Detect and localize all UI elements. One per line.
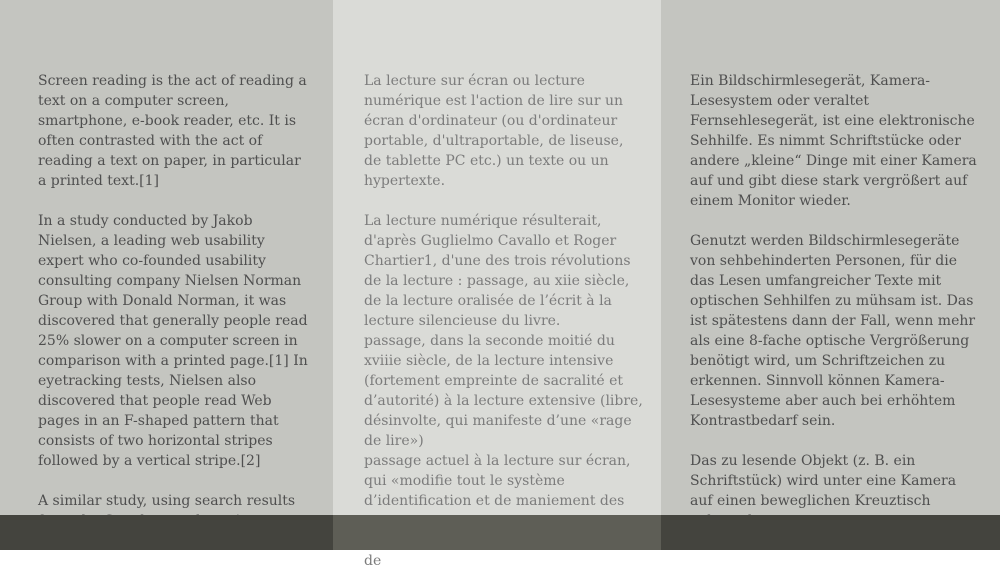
paragraph: A similar study, using search results [38,493,296,509]
bottom-bar-french [333,515,661,550]
paragraph: Das zu lesende Objekt (z. B. ein Schriftstück) wird unter eine Kamera auf einen beweglichen Kreuztisch [690,453,957,509]
paragraph: La lecture sur écran ou lecture numérique est l'action de lire sur un écran d'ordinateur (ou d'ordinateur portable, d'ultraportable, de liseuse, de tablette PC etc.) un texte ou un hypertexte. [364,73,624,189]
paragraph: In a study conducted by Jakob Nielsen, a leading web usability expert who co-founded usability consulting company Nielsen Norman Group with Donald Norman, it was discovered that generally people read 25% slower on a computer screen in comparison with a printed page.[1] In eyetracking tests, Nielsen also discovered that people read Web pages in an F-shaped pattern that consists of two horizontal stripes followed by a vertical stripe.[2] [38,213,308,469]
paragraph: La lecture numérique résulterait, d'après Guglielmo Cavallo et Roger Chartier1, d'une des trois révolutions de la lecture : passage, au xiie siècle, de la lecture oralisée de l’écrit à la lecture silencieuse du livre. passage, dans la seconde moitié du xviiie siècle, de la lecture intensive (fortement empreinte de sacralité et d’autorité) à la lecture extensive (libre, désinvolte, qui manifeste d’une «rage de lire») passage actuel à la lecture sur écran, qui «modifie tout le système d’identification et de maniement des de [364,213,643,569]
german-text-column [661,0,1000,515]
english-text-column [0,0,333,515]
paragraph: Screen reading is the act of reading a text on a computer screen, smartphone, e-book reader, etc. It is often contrasted with the act of reading a text on paper, in particular a printed text.[1] [38,73,307,189]
paragraph: Genutzt werden Bildschirmlesegeräte von sehbehinderten Personen, für die das Lesen umfangreicher Texte mit optischen Sehhilfen zu mühsam ist. Das ist spätestens dann der Fall, wenn mehr als eine 8-fache optische Vergrößerung benötigt wird, um Schriftzeichen zu erkennen. Sinnvoll können Kamera-Lesesysteme aber auch bei erhöhtem Kontrastbedarf sein. [690,233,976,429]
bottom-bar-english [0,515,333,550]
french-text-column [333,0,661,569]
bottom-bar-german [661,515,1000,550]
paragraph: Ein Bildschirmlesegerät, Kamera-Lesesystem oder veraltet Fernsehlesegerät, ist eine elektronische Sehhilfe. Es nimmt Schriftstücke oder andere „kleine“ Dinge mit einer Kamera auf und gibt diese stark vergrößert auf einem Monitor wieder. [690,73,977,209]
